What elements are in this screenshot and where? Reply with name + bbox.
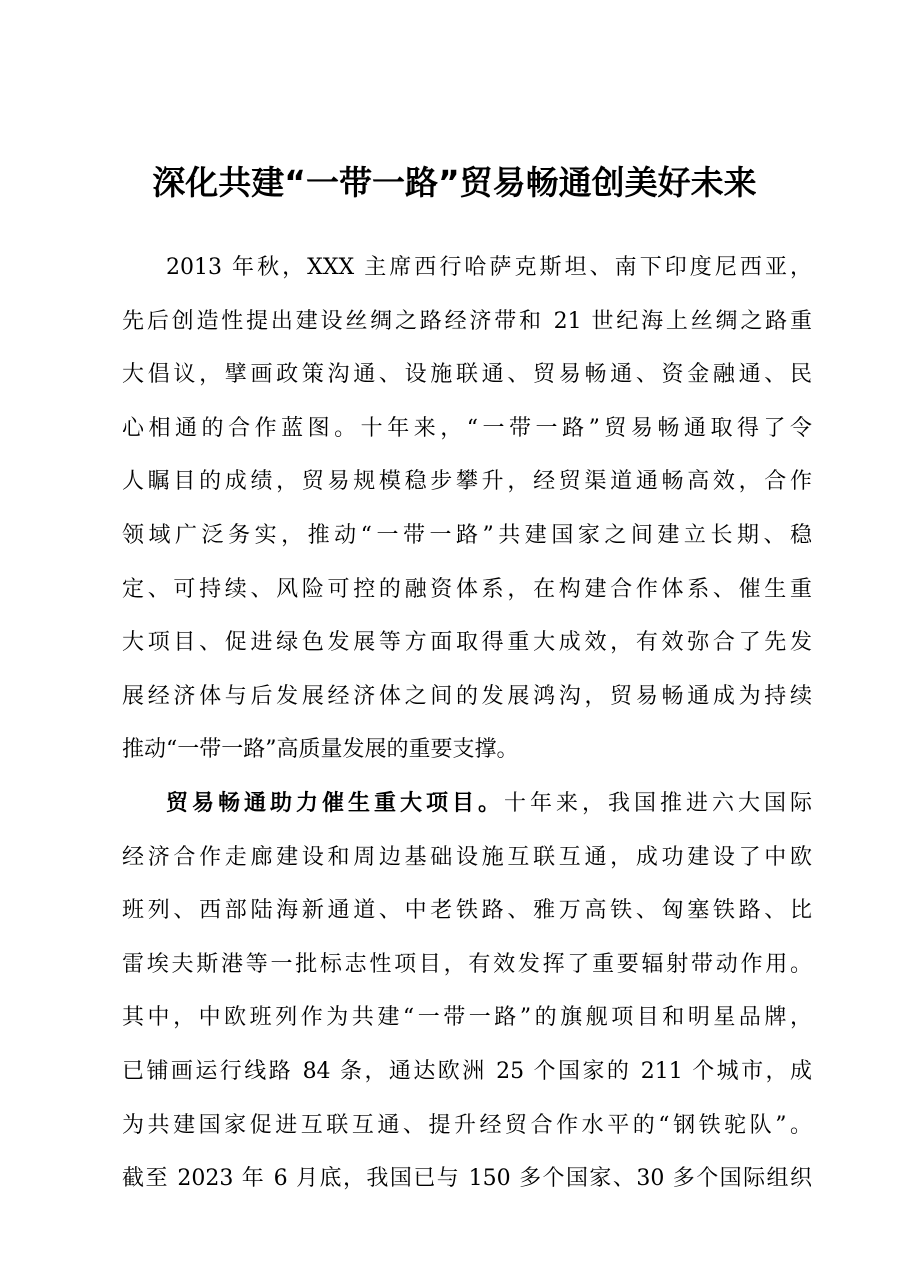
paragraph-line: 大项目、促进绿色发展等方面取得重大成效，有效弥合了先发 — [122, 630, 812, 656]
paragraph-line: 为共建国家促进互联互通、提升经贸合作水平的“钢铁驼队”。 — [122, 1112, 812, 1138]
paragraph-line: 心相通的合作蓝图。十年来，“一带一路”贸易畅通取得了令 — [122, 415, 812, 441]
paragraph-line: 班列、西部陆海新通道、中老铁路、雅万高铁、匈塞铁路、比 — [122, 898, 812, 924]
paragraph-line: 领域广泛务实，推动“一带一路”共建国家之间建立长期、稳 — [122, 522, 812, 548]
paragraph-line: 其中，中欧班列作为共建“一带一路”的旗舰项目和明星品牌， — [122, 1005, 812, 1031]
paragraph-intro — [122, 241, 812, 777]
document-body — [122, 241, 812, 1206]
paragraph-line: 推动“一带一路”高质量发展的重要支撑。 — [122, 737, 519, 763]
paragraph-line: 大倡议，擘画政策沟通、设施联通、贸易畅通、资金融通、民 — [122, 362, 812, 388]
paragraph-trade-projects — [122, 777, 812, 1206]
paragraph-line: 展经济体与后发展经济体之间的发展鸿沟，贸易畅通成为持续 — [122, 683, 812, 709]
paragraph-line: 先后创造性提出建设丝绸之路经济带和 21 世纪海上丝绸之路重 — [122, 308, 812, 334]
paragraph-line: 2013 年秋，XXX 主席西行哈萨克斯坦、南下印度尼西亚， — [166, 255, 812, 280]
paragraph-line: 人瞩目的成绩，贸易规模稳步攀升，经贸渠道通畅高效，合作 — [122, 469, 812, 495]
paragraph-line: 已铺画运行线路 84 条，通达欧洲 25 个国家的 211 个城市，成 — [122, 1058, 812, 1084]
paragraph-line: 截至 2023 年 6 月底，我国已与 150 多个国家、30 多个国际组织 — [122, 1166, 812, 1192]
paragraph-line: 雷埃夫斯港等一批标志性项目，有效发挥了重要辐射带动作用。 — [122, 951, 812, 977]
document-title: 深化共建“一带一路”贸易畅通创美好未来 — [152, 163, 757, 202]
paragraph-line: 定、可持续、风险可控的融资体系，在构建合作体系、催生重 — [122, 576, 812, 602]
paragraph-line: 经济合作走廊建设和周边基础设施互联互通，成功建设了中欧 — [122, 844, 812, 870]
paragraph-lead-heading: 贸易畅通助力催生重大项目。 — [166, 790, 504, 816]
paragraph-first-line — [122, 777, 812, 831]
paragraph-first-line-text: 十年来，我国推进六大国际 — [503, 790, 812, 816]
